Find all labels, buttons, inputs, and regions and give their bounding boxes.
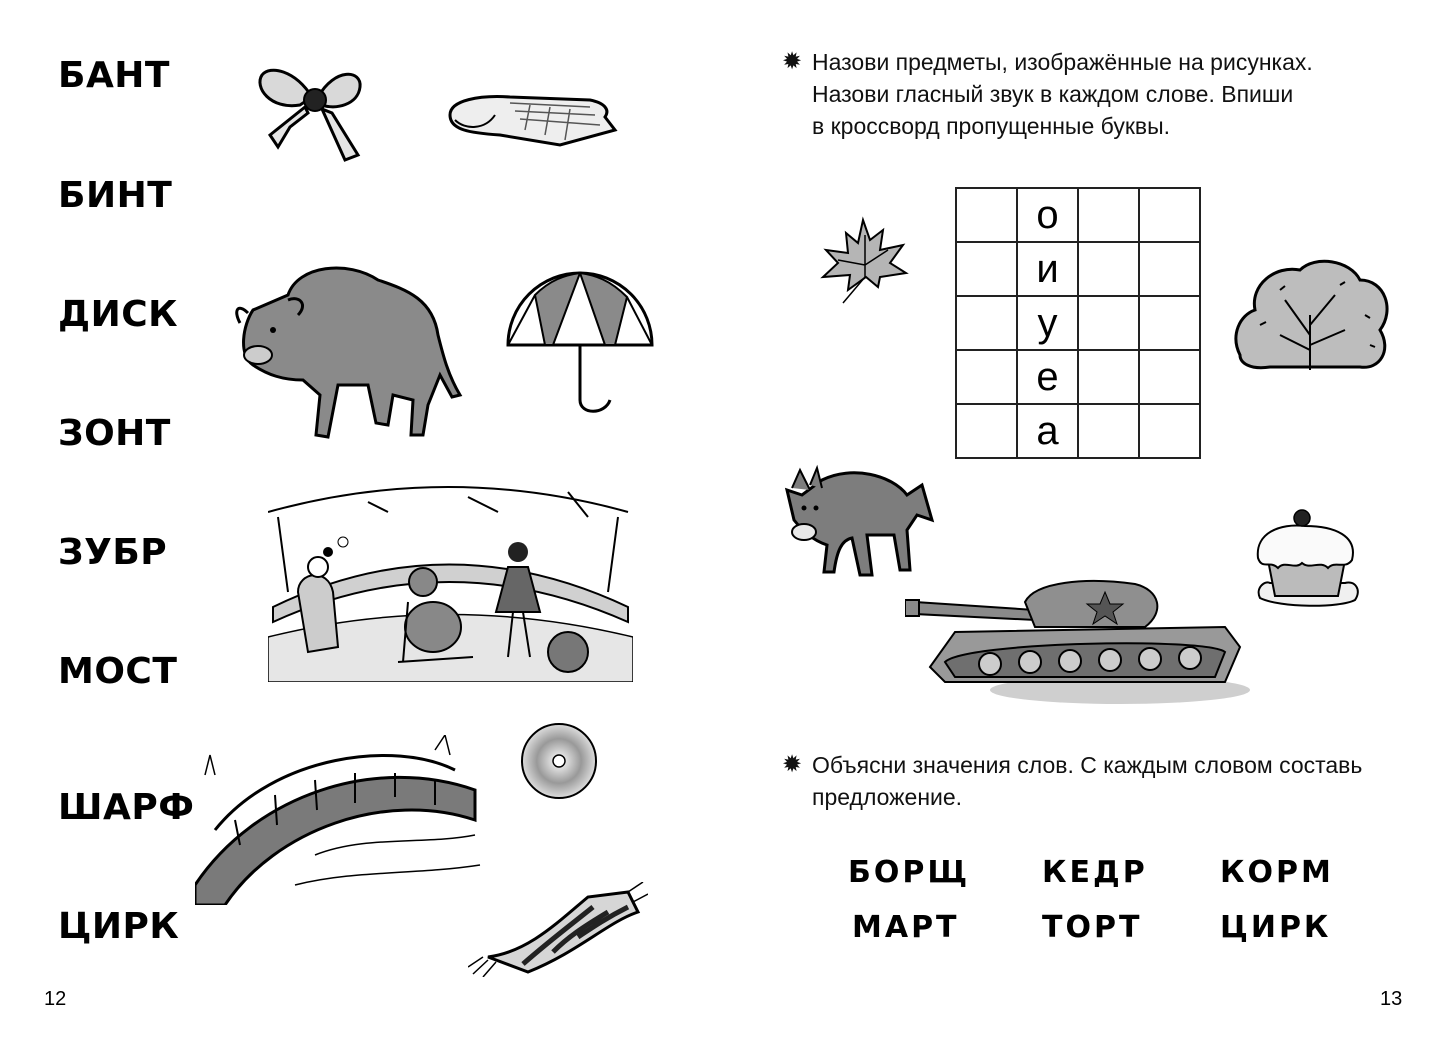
crossword-row — [956, 296, 1200, 350]
word-borsch: БОРЩ — [848, 855, 971, 890]
task2-instruction — [782, 749, 1402, 813]
crossword-cell[interactable] — [956, 188, 1017, 242]
task1-instruction — [782, 46, 1402, 142]
crossword-cell[interactable] — [1139, 350, 1200, 404]
crossword-cell[interactable] — [956, 296, 1017, 350]
word-kedr: КЕДР — [1042, 855, 1148, 890]
crossword-cell[interactable] — [1078, 188, 1139, 242]
word-korm: КОРМ — [1220, 855, 1334, 890]
crossword-cell[interactable] — [956, 404, 1017, 458]
word-tort: ТОРТ — [1042, 910, 1143, 945]
wolf-icon — [782, 460, 937, 585]
crossword-cell[interactable] — [1139, 296, 1200, 350]
word-bint: БИНТ — [58, 175, 173, 216]
umbrella-icon — [505, 265, 655, 415]
star-bullet-icon: ✹ — [782, 48, 803, 75]
crossword-cell[interactable]: у — [1017, 296, 1078, 350]
word-disk: ДИСК — [58, 294, 179, 335]
crossword-row — [956, 404, 1200, 458]
crossword-cell[interactable]: а — [1017, 404, 1078, 458]
crossword-row — [956, 350, 1200, 404]
cd-disc-icon — [520, 722, 598, 800]
word-most: МОСТ — [58, 651, 178, 692]
bison-icon — [228, 255, 468, 450]
task2-line-1: Объясни значения слов. С каждым словом составь — [812, 752, 1363, 778]
crossword-cell[interactable] — [1078, 404, 1139, 458]
bandage-icon — [440, 85, 620, 155]
crossword-cell[interactable] — [1139, 242, 1200, 296]
task1-line-2: Назови гласный звук в каждом слове. Впиши — [812, 81, 1294, 107]
page-number-right: 13 — [1380, 988, 1403, 1010]
page-number-left: 12 — [44, 988, 67, 1010]
word-sharf: ШАРФ — [58, 787, 195, 828]
word-bant: БАНТ — [58, 55, 170, 96]
crossword-cell[interactable] — [1139, 188, 1200, 242]
crossword-cell[interactable] — [1078, 350, 1139, 404]
word-mart: МАРТ — [852, 910, 960, 945]
crossword-cell[interactable]: е — [1017, 350, 1078, 404]
word-zubr: ЗУБР — [58, 532, 168, 573]
bridge-icon — [195, 735, 490, 905]
tank-icon — [905, 572, 1250, 707]
crossword-cell[interactable]: о — [1017, 188, 1078, 242]
crossword-cell[interactable] — [956, 350, 1017, 404]
bush-icon — [1230, 255, 1395, 380]
crossword-row — [956, 242, 1200, 296]
task1-line-1: Назови предметы, изображённые на рисунках. — [812, 49, 1313, 75]
task1-line-3: в кроссворд пропущенные буквы. — [812, 113, 1171, 139]
crossword-cell[interactable] — [956, 242, 1017, 296]
crossword-cell[interactable] — [1078, 296, 1139, 350]
bow-icon — [250, 65, 370, 180]
maple-leaf-icon — [818, 215, 910, 305]
crossword-cell[interactable]: и — [1017, 242, 1078, 296]
circus-icon — [268, 472, 633, 682]
task2-line-2: предложение. — [812, 784, 963, 810]
word-zont: ЗОНТ — [58, 413, 171, 454]
crossword-row — [956, 188, 1200, 242]
crossword-grid — [955, 187, 1201, 459]
crossword-cell[interactable] — [1139, 404, 1200, 458]
word-tsirk-right: ЦИРК — [1220, 910, 1332, 945]
scarf-icon — [468, 882, 648, 977]
word-tsirk: ЦИРК — [58, 906, 180, 947]
cupcake-icon — [1250, 508, 1365, 613]
star-bullet-icon: ✹ — [782, 751, 803, 778]
crossword-cell[interactable] — [1078, 242, 1139, 296]
